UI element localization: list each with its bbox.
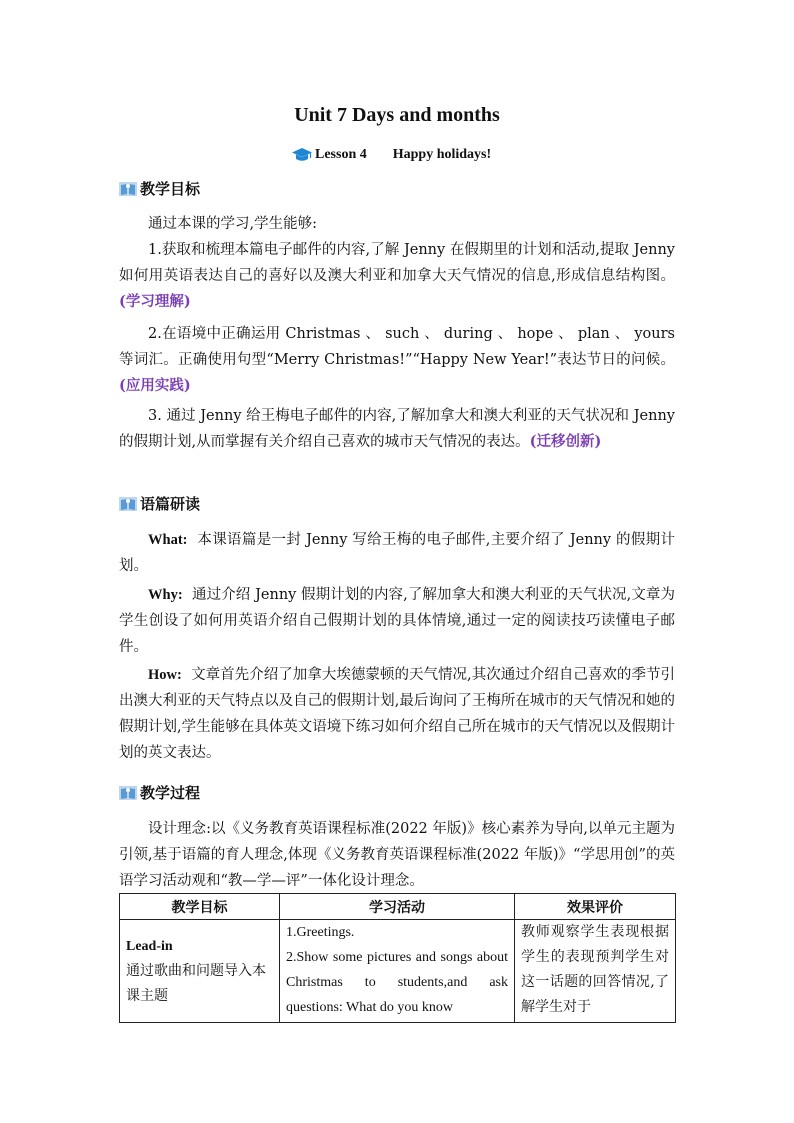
table-cell-evaluation <box>515 920 676 1023</box>
table-cell-goal <box>120 920 280 1023</box>
analysis-how: How: 文章首先介绍了加拿大埃德蒙顿的天气情况,其次通过介绍自己喜欢的季节引出澳大利亚的天气特点以及自己的假期计划,最后询问了王梅所在城市的天气情况和她的假期计划,学生能够在具体英文语境下练习如何介绍自己所在城市的天气情况以及假期计划的英文表达。 <box>119 667 675 761</box>
lesson-plan-table <box>119 893 676 1023</box>
goal-item-2: 2.在语境中正确运用 Christmas 、 such 、 during 、 hope 、 plan 、 yours 等词汇。正确使用句型“Merry Christmas!”“Happy New Year!”表达节日的问候。(应用实践) <box>119 326 675 394</box>
book-badge-icon <box>119 181 137 197</box>
evaluation-text: 教师观察学生表现根据学生的表现预判学生对这一话题的回答情况,了解学生对于 <box>521 924 669 1015</box>
design-concept: 设计理念:以《义务教育英语课程标准(2022 年版)》核心素养为导向,以单元主题为引领,基于语篇的育人理念,体现《义务教育英语课程标准(2022 年版)》“学思用创”的英语学习活动观和“教—学—评”一体化设计理念。 <box>119 821 675 889</box>
activity-item: 1.Greetings. <box>286 925 355 940</box>
lesson-number: Lesson 4 <box>315 147 367 162</box>
goal-item-3: 3. 通过 Jenny 给王梅电子邮件的内容,了解加拿大和澳大利亚的天气状况和 Jenny 的假期计划,从而掌握有关介绍自己喜欢的城市天气情况的表达。(迁移创新) <box>119 408 675 450</box>
goal-item-1: 1.获取和梳理本篇电子邮件的内容,了解 Jenny 在假期里的计划和活动,提取 Jenny 如何用英语表达自己的喜好以及澳大利亚和加拿大天气情况的信息,形成信息结构图。(学习理解) <box>119 242 675 310</box>
table-cell-activity <box>280 920 515 1023</box>
section-title: 教学目标 <box>140 180 201 198</box>
graduation-cap-icon <box>291 147 313 163</box>
analysis-what: What: 本课语篇是一封 Jenny 写给王梅的电子邮件,主要介绍了 Jenny 的假期计划。 <box>119 532 676 574</box>
table-header-row <box>120 894 676 920</box>
section-heading-process <box>119 782 200 803</box>
lesson-subtitle <box>291 147 491 163</box>
table-row <box>120 920 676 1023</box>
analysis-why: Why: 通过介绍 Jenny 假期计划的内容,了解加拿大和澳大利亚的天气状况,文章为学生创设了如何用英语介绍自己假期计划的具体情境,通过一定的阅读技巧读懂电子邮件。 <box>119 587 675 655</box>
lesson-name: Happy holidays! <box>392 147 492 162</box>
table-header: 效果评价 <box>515 894 676 920</box>
section-heading-analysis <box>119 493 200 514</box>
book-badge-icon <box>119 496 137 512</box>
table-header: 学习活动 <box>280 894 515 920</box>
goal-text: 通过歌曲和问题导入本课主题 <box>126 962 266 1004</box>
activity-item: 2.Show some pictures and songs about Christmas to students,and ask questions: What do you know <box>286 950 508 1015</box>
document-title: Unit 7 Days and months <box>294 104 500 126</box>
book-badge-icon <box>119 785 137 801</box>
table-header: 教学目标 <box>120 894 280 920</box>
section-title: 教学过程 <box>140 784 201 802</box>
section-title: 语篇研读 <box>140 495 201 513</box>
section-heading-goals <box>119 178 200 199</box>
goal-label: Lead-in <box>126 938 173 954</box>
goals-intro: 通过本课的学习,学生能够: <box>148 216 317 232</box>
